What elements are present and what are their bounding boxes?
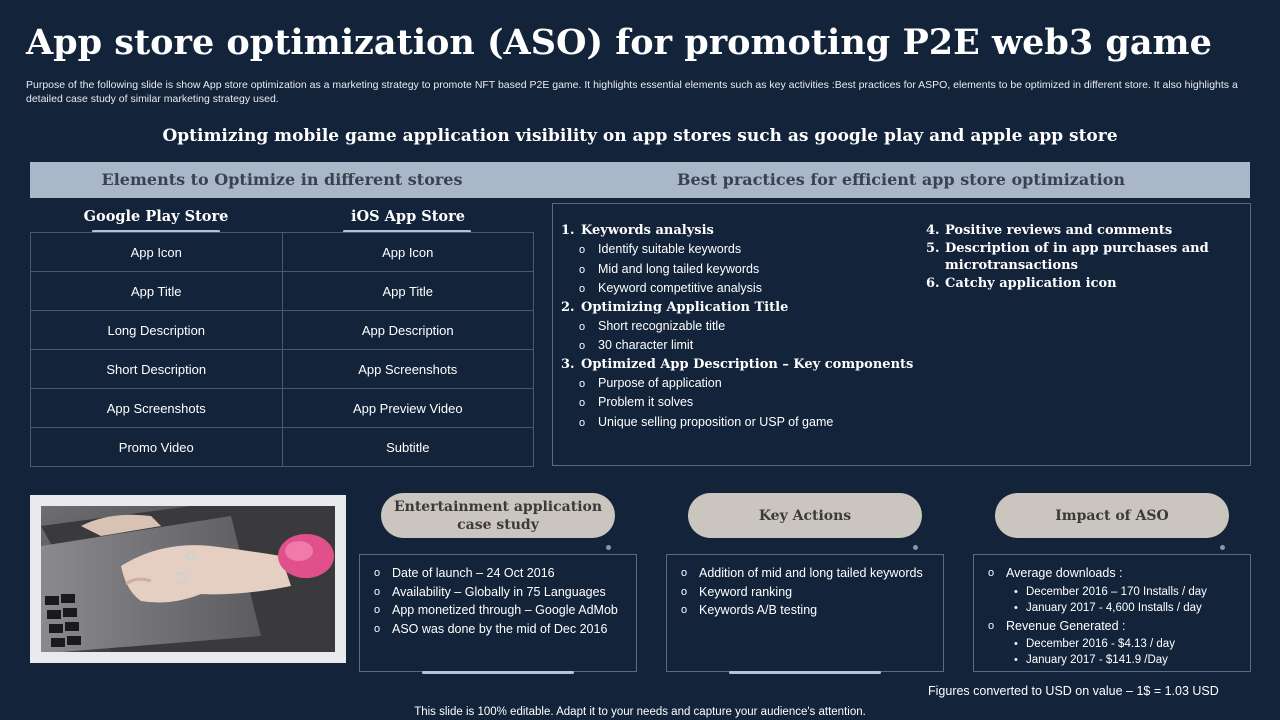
sub-item [561, 260, 913, 280]
sub-item-text: Keyword competitive analysis [598, 281, 762, 295]
circle-bullet-icon: o [579, 320, 586, 333]
item-label: Description of in app purchases and microtransactions [945, 240, 1209, 273]
photo-frame [30, 495, 346, 663]
key-actions-pill: Key Actions [688, 493, 922, 538]
item-number: 1. [561, 223, 575, 238]
list-item: o App monetized through – Google AdMob [372, 602, 624, 619]
circle-bullet-icon: o [579, 244, 586, 256]
sub-item [561, 374, 913, 394]
revenue-label: o Revenue Generated : [986, 618, 1238, 635]
sub-list-item: • December 2016 – 170 Installs / day [986, 584, 1238, 600]
sub-item-text: Identify suitable keywords [598, 242, 742, 256]
best-practice-item [926, 240, 1226, 275]
google-play-cell: App Title [31, 272, 283, 311]
table-row [31, 428, 534, 467]
list-item: o Date of launch – 24 Oct 2016 [372, 565, 624, 582]
sub-item-text: Problem it solves [598, 395, 694, 409]
table-row [31, 233, 534, 272]
item-label: Optimized App Description – Key components [581, 356, 914, 372]
downloads-label: o Average downloads : [986, 565, 1238, 582]
page-title: App store optimization (ASO) for promoting P2E web3 game [26, 22, 1212, 63]
ios-store-cell: App Screenshots [282, 350, 534, 389]
circle-bullet-icon: o [579, 263, 586, 276]
best-practice-item [561, 222, 913, 240]
best-practice-item [561, 299, 913, 317]
impact-card [973, 554, 1251, 672]
sub-item-text: Unique selling proposition or USP of game [598, 414, 834, 429]
purpose-text: Purpose of the following slide is show App store optimization as a marketing strategy to promote NFT based P2E game. It highlights essential elements such as key activities :Best practices for ASPO, elements to be optimized in different store. It also highlights a detailed case study of similar marketing strategy used. [26, 79, 1238, 105]
elements-heading: Elements to Optimize in different stores [101, 170, 463, 189]
best-practices-left-list [561, 222, 913, 432]
google-play-cell: Short Description [31, 350, 283, 389]
sub-item-text: Mid and long tailed keywords [598, 261, 760, 276]
sub-list-item: • December 2016 - $4.13 / day [986, 636, 1238, 652]
elements-table [30, 232, 534, 467]
item-label: Keywords analysis [581, 223, 714, 238]
sub-item [561, 336, 913, 356]
table-row [31, 311, 534, 350]
best-practice-item [561, 356, 913, 374]
section-subtitle: Optimizing mobile game application visibility on app stores such as google play and apple app store [162, 126, 1118, 146]
google-play-cell: Long Description [31, 311, 283, 350]
sub-list-item: • January 2017 - $141.9 /Day [986, 652, 1238, 668]
google-play-cell: App Icon [31, 233, 283, 272]
list-item: o Availability – Globally in 75 Languages [372, 584, 624, 601]
item-label: Catchy application icon [945, 275, 1117, 291]
best-practice-item [926, 222, 1226, 240]
best-practice-item [926, 275, 1226, 293]
sub-item [561, 240, 913, 260]
circle-bullet-icon: o [579, 340, 586, 352]
list-item: o ASO was done by the mid of Dec 2016 [372, 621, 624, 638]
list-item: o Addition of mid and long tailed keywords [679, 565, 931, 582]
sub-item [561, 317, 913, 337]
ios-store-cell: Subtitle [282, 428, 534, 467]
case-study-pill: Entertainment application case study [381, 493, 615, 538]
connector-dot [606, 545, 611, 550]
key-actions-card [666, 554, 944, 672]
table-row [31, 389, 534, 428]
item-number: 2. [561, 299, 575, 315]
ios-store-cell: App Icon [282, 233, 534, 272]
laptop-typing-photo [41, 506, 335, 652]
figures-note: Figures converted to USD on value – 1$ = 1.03 USD [928, 684, 1219, 698]
circle-bullet-icon: o [579, 416, 586, 429]
card-underline [729, 671, 881, 674]
impact-pill: Impact of ASO [995, 493, 1229, 538]
item-number: 6. [926, 275, 940, 291]
table-row [31, 350, 534, 389]
list-item: o Keyword ranking [679, 584, 931, 601]
ios-store-cell: App Preview Video [282, 389, 534, 428]
item-number: 5. [926, 240, 940, 256]
google-play-cell: App Screenshots [31, 389, 283, 428]
sub-item-text: Short recognizable title [598, 318, 726, 333]
item-number: 4. [926, 223, 940, 238]
best-practices-box [552, 203, 1251, 466]
sub-item-text: Purpose of application [598, 375, 722, 390]
ios-store-header: iOS App Store [351, 208, 465, 225]
sub-item [561, 393, 913, 413]
item-label: Optimizing Application Title [581, 299, 789, 315]
table-row [31, 272, 534, 311]
sub-item [561, 413, 913, 433]
footer-note: This slide is 100% editable. Adapt it to your needs and capture your audience's attention. [414, 706, 866, 718]
sub-item-text: 30 character limit [598, 338, 694, 352]
card-underline [422, 671, 574, 674]
list-item: o Keywords A/B testing [679, 602, 931, 619]
ios-store-cell: App Description [282, 311, 534, 350]
item-label: Positive reviews and comments [945, 223, 1173, 238]
ios-store-cell: App Title [282, 272, 534, 311]
sub-item [561, 279, 913, 299]
circle-bullet-icon: o [579, 377, 586, 390]
header-band [30, 162, 1250, 198]
best-practices-heading: Best practices for efficient app store optimization [676, 170, 1126, 189]
case-study-card [359, 554, 637, 672]
circle-bullet-icon: o [579, 397, 586, 409]
connector-dot [913, 545, 918, 550]
best-practices-right-list [926, 222, 1226, 292]
google-play-cell: Promo Video [31, 428, 283, 467]
connector-dot [1220, 545, 1225, 550]
sub-list-item: • January 2017 - 4,600 Installs / day [986, 600, 1238, 616]
item-number: 3. [561, 356, 575, 372]
google-play-header: Google Play Store [83, 208, 229, 225]
circle-bullet-icon: o [579, 283, 586, 295]
